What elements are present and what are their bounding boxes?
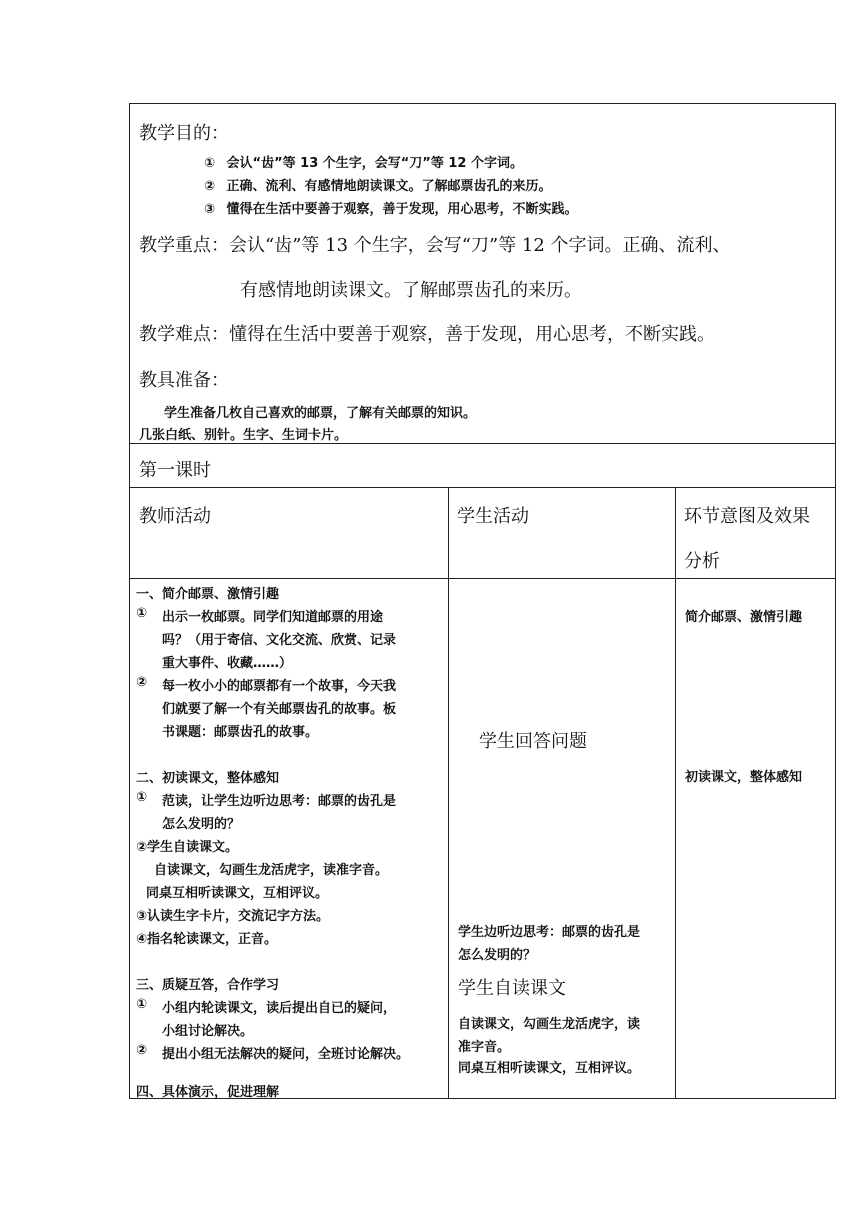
teacher-text: 吗？（用于寄信、文化交流、欣赏、记录	[162, 633, 397, 648]
item-number: ①	[136, 997, 148, 1012]
header-teacher: 教师活动	[139, 506, 211, 527]
teacher-text: 提出小组无法解决的疑问，全班讨论解决。	[162, 1047, 410, 1062]
student-text: 怎么发明的？	[458, 948, 537, 963]
row-divider	[130, 487, 835, 488]
teacher-text: ②学生自读课文。	[136, 840, 239, 855]
teacher-text: 小组讨论解决。	[162, 1024, 254, 1039]
student-self-read: 学生自读课文	[458, 978, 566, 999]
teacher-text: 们就要了解一个有关邮票齿孔的故事。板	[162, 702, 397, 717]
goal-text: 会认“齿”等 13 个生字，会写“刀”等 12 个字词。	[226, 156, 523, 171]
teacher-text: 重大事件、收藏……）	[162, 656, 293, 671]
teacher-text: 每一枚小小的邮票都有一个故事，今天我	[162, 679, 397, 694]
section-title: 四、具体演示，促进理解	[136, 1085, 280, 1100]
student-answer: 学生回答问题	[479, 731, 587, 752]
lesson-title: 第一课时	[139, 460, 211, 481]
teacher-text: 书课题：邮票齿孔的故事。	[162, 725, 319, 740]
section-title: 二、初读课文，整体感知	[136, 771, 280, 786]
lesson-plan-table	[129, 103, 836, 1099]
goal-item	[204, 198, 578, 217]
row-divider	[130, 443, 835, 444]
goals-label: 教学目的：	[139, 123, 229, 144]
teacher-text: ④指名轮读课文，正音。	[136, 932, 278, 947]
goal-text: 懂得在生活中要善于观察，善于发现，用心思考，不断实践。	[226, 202, 578, 217]
teacher-text: 自读课文，勾画生龙活虎字，读准字音。	[154, 863, 389, 878]
item-number: ②	[136, 675, 148, 690]
header-analysis-cont: 分析	[684, 551, 720, 572]
teacher-text: 小组内轮读课文，读后提出自已的疑问，	[162, 1001, 397, 1016]
teacher-text: 同桌互相听读课文，互相评议。	[146, 886, 329, 901]
teacher-text: 出示一枚邮票。同学们知道邮票的用途	[162, 610, 384, 625]
item-number: ①	[136, 606, 148, 621]
key-points-line1: 教学重点：会认“齿”等 13 个生字，会写“刀”等 12 个字词。正确、流利、	[139, 235, 731, 256]
student-text: 准字音。	[458, 1040, 511, 1055]
teacher-text: 怎么发明的？	[162, 817, 241, 832]
key-points-line2: 有感情地朗读课文。了解邮票齿孔的来历。	[240, 280, 582, 301]
goal-item	[204, 152, 523, 171]
tools-label: 教具准备：	[139, 370, 229, 391]
col-divider	[448, 487, 449, 1099]
student-text: 自读课文，勾画生龙活虎字，读	[458, 1017, 641, 1032]
student-text: 学生边听边思考：邮票的齿孔是	[458, 925, 641, 940]
teacher-text: 范读，让学生边听边思考：邮票的齿孔是	[162, 794, 397, 809]
goal-number: ①	[204, 156, 216, 171]
teacher-text: ③认读生字卡片，交流记字方法。	[136, 909, 330, 924]
col-divider	[675, 487, 676, 1099]
goal-item	[204, 175, 552, 194]
section-title: 三、质疑互答，合作学习	[136, 978, 280, 993]
tools-line: 学生准备几枚自己喜欢的邮票，了解有关邮票的知识。	[164, 406, 477, 421]
analysis-text: 简介邮票、激情引趣	[685, 610, 803, 625]
analysis-text: 初读课文，整体感知	[685, 770, 803, 785]
item-number: ①	[136, 790, 148, 805]
goal-number: ③	[204, 202, 216, 217]
section-title: 一、简介邮票、激情引趣	[136, 587, 280, 602]
header-analysis: 环节意图及效果	[684, 506, 810, 527]
header-student: 学生活动	[457, 506, 529, 527]
tools-line: 几张白纸、别针。生字、生词卡片。	[139, 428, 348, 443]
item-number: ②	[136, 1043, 148, 1058]
student-text: 同桌互相听读课文，互相评议。	[458, 1061, 641, 1076]
difficulty: 教学难点：懂得在生活中要善于观察，善于发现，用心思考，不断实践。	[139, 324, 715, 345]
goal-text: 正确、流利、有感情地朗读课文。了解邮票齿孔的来历。	[226, 179, 552, 194]
row-divider	[130, 578, 835, 579]
goal-number: ②	[204, 179, 216, 194]
